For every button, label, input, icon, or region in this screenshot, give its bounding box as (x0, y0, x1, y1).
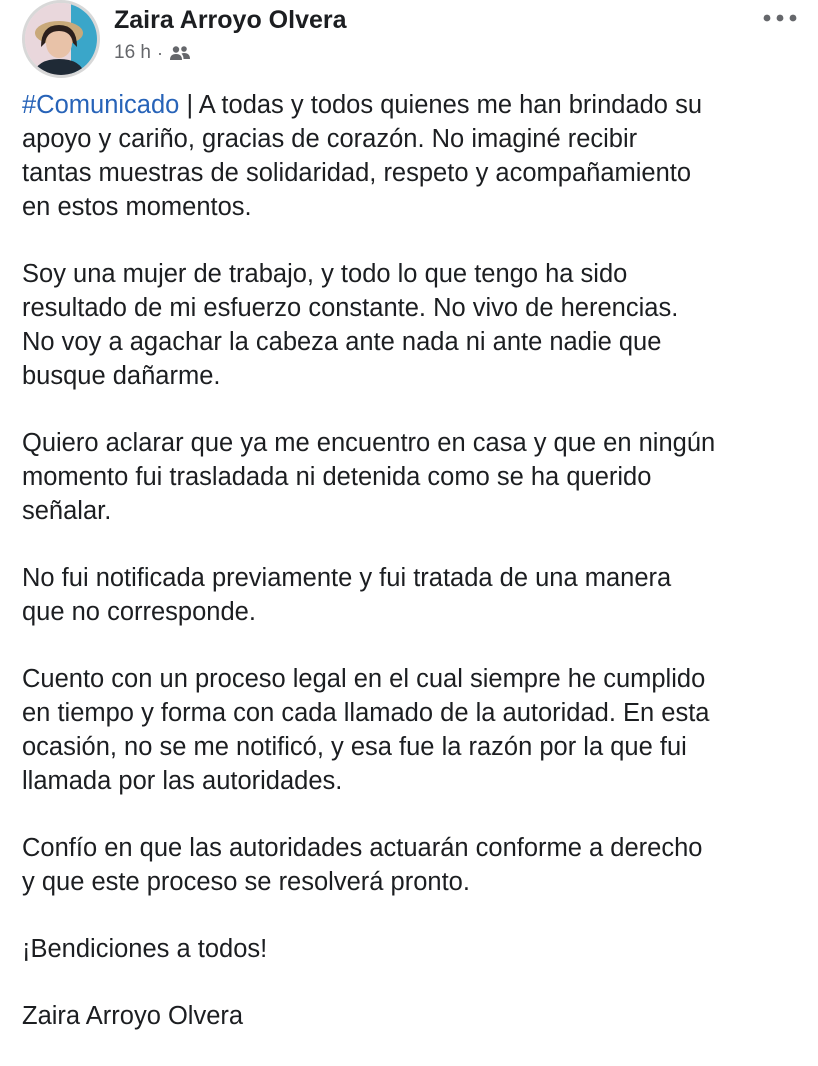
paragraph-1-text: | A todas y todos quienes me han brindado su apoyo y cariño, gracias de corazón. No imaginé recibir tantas muestras de solidaridad, respeto y acompañamiento en estos momentos. (22, 91, 703, 221)
paragraph-3: Quiero aclarar que ya me encuentro en casa y que en ningún momento fui trasladada ni detenida como se ha querido señalar. (22, 429, 716, 525)
post-header (22, 0, 802, 80)
friends-icon[interactable] (169, 45, 191, 61)
more-options-icon (762, 13, 798, 23)
paragraph-5: Cuento con un proceso legal en el cual siempre he cumplido en tiempo y forma con cada llamado de la autoridad. En esta ocasión, no se me notificó, y esa fue la razón por la que fui llamada por las autoridades. (22, 665, 710, 795)
more-options-button[interactable] (758, 2, 802, 34)
post-body (22, 88, 802, 1066)
hashtag-link[interactable]: #Comunicado (22, 91, 180, 119)
paragraph-7: ¡Bendiciones a todos! (22, 935, 268, 963)
post-meta (114, 42, 191, 64)
author-avatar[interactable] (22, 0, 100, 78)
signature: Zaira Arroyo Olvera (22, 1002, 244, 1030)
paragraph-6: Confío en que las autoridades actuarán conforme a derecho y que este proceso se resolverá pronto. (22, 834, 703, 896)
paragraph-4: No fui notificada previamente y fui tratada de una manera que no corresponde. (22, 564, 672, 626)
paragraph-1 (22, 88, 802, 224)
post-timestamp[interactable]: 16 h (114, 42, 151, 63)
paragraph-2: Soy una mujer de trabajo, y todo lo que tengo ha sido resultado de mi esfuerzo constante. No vivo de herencias. No voy a agachar la cabeza ante nada ni ante nadie que busque dañarme. (22, 260, 679, 390)
meta-separator: · (156, 42, 163, 63)
author-name[interactable]: Zaira Arroyo Olvera (114, 6, 347, 34)
avatar-image (25, 3, 97, 75)
